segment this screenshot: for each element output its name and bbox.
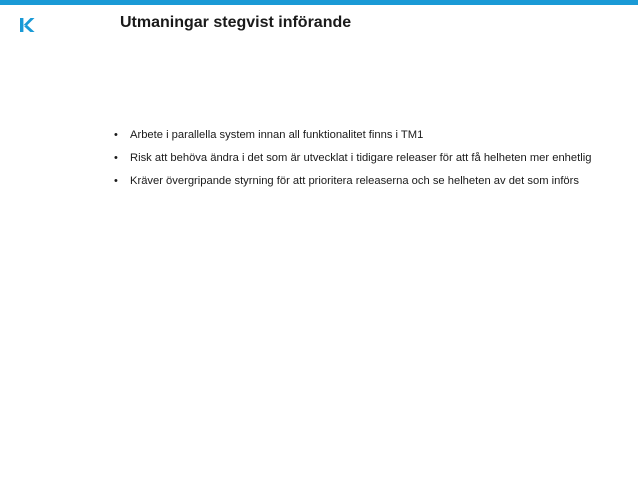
bullet-marker: • [114, 152, 118, 164]
bullet-marker: • [114, 175, 118, 187]
bullet-list [113, 127, 613, 196]
top-accent-band [0, 0, 638, 5]
bullet-text: Risk att behöva ändra i det som är utvecklat i tidigare releaser för att få helheten mer enhetlig [130, 152, 592, 164]
bullet-item [113, 173, 613, 189]
bullet-text: Arbete i parallella system innan all funktionalitet finns i TM1 [130, 129, 424, 141]
bullet-item [113, 127, 613, 143]
bullet-marker: • [114, 129, 118, 141]
slide-title: Utmaningar stegvist införande [120, 14, 352, 31]
bullet-item [113, 150, 613, 166]
bullet-text: Kräver övergripande styrning för att prioritera releaserna och se helheten av det som införs [130, 175, 579, 187]
k-logo-icon [19, 17, 35, 33]
